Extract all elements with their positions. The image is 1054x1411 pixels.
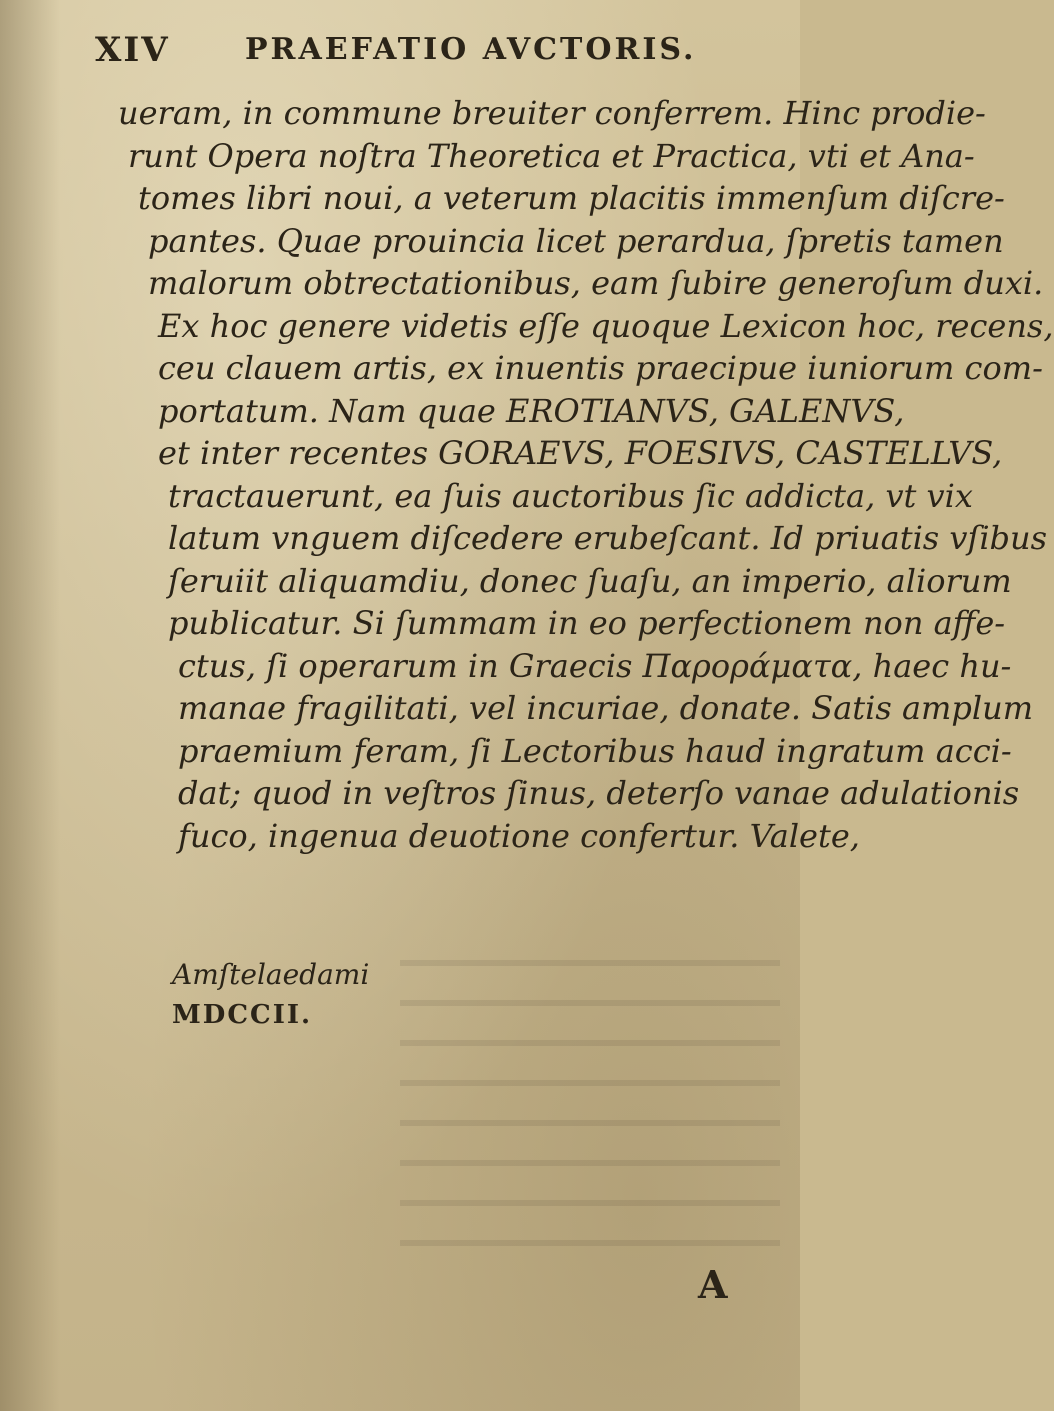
text-line: malorum obtrectationibus, eam ſubire generoſum duxi.: [148, 264, 1044, 302]
text-line: ſeruiit aliquamdiu, donec ſuaſu, an imperio, aliorum: [168, 561, 1012, 600]
text-line: ueram, in commune breuiter conferrem. Hinc prodie-: [118, 94, 986, 132]
text-line: fuco, ingenua deuotione confertur. Valete,: [178, 816, 860, 855]
text-line: manae fragilitati, vel incuriae, donate. Satis amplum: [178, 689, 1034, 727]
text-line: runt Opera noſtra Theoretica et Practica, vti et Ana-: [128, 136, 975, 175]
page-number: XIV: [95, 30, 170, 70]
text-line: latum vnguem diſcedere erubeſcant. Id priuatis vſibus: [168, 519, 1048, 557]
text-line: Ex hoc genere videtis eſſe quoque Lexicon hoc, recens,: [158, 306, 1054, 345]
text-line: portatum. Nam quae EROTIANVS, GALENVS,: [158, 391, 905, 430]
gutter-shadow: [0, 0, 60, 1411]
bleed-through-texture: [400, 960, 780, 1260]
text-line: praemium feram, ſi Lectoribus haud ingratum acci-: [178, 731, 1012, 770]
text-line: pantes. Quae prouincia licet perardua, ſpretis tamen: [148, 221, 1004, 260]
running-head: PRAEFATIO AVCTORIS.: [245, 32, 697, 67]
text-line: dat; quod in veſtros ſinus, deterſo vanae adulationis: [178, 774, 1020, 812]
text-line: ceu clauem artis, ex inuentis praecipue iuniorum com-: [158, 349, 1043, 387]
place-of-writing: Amſtelaedami: [172, 958, 370, 991]
body-text: [118, 92, 1054, 857]
text-line: tractauerunt, ea ſuis auctoribus ſic addicta, vt vix: [168, 476, 973, 515]
text-line: et inter recentes GORAEVS, FOESIVS, CASTELLVS,: [158, 434, 1003, 472]
text-line: tomes libri noui, a veterum placitis immenſum diſcre-: [138, 179, 1005, 217]
text-line: ctus, ſi operarum in Graecis Παροράματα, haec hu-: [178, 646, 1012, 685]
date-line: MDCCII.: [172, 1000, 313, 1030]
page-header: [95, 30, 760, 80]
text-line: publicatur. Si ſummam in eo perfectionem non affe-: [168, 604, 1006, 642]
signature-mark: A: [698, 1262, 728, 1307]
